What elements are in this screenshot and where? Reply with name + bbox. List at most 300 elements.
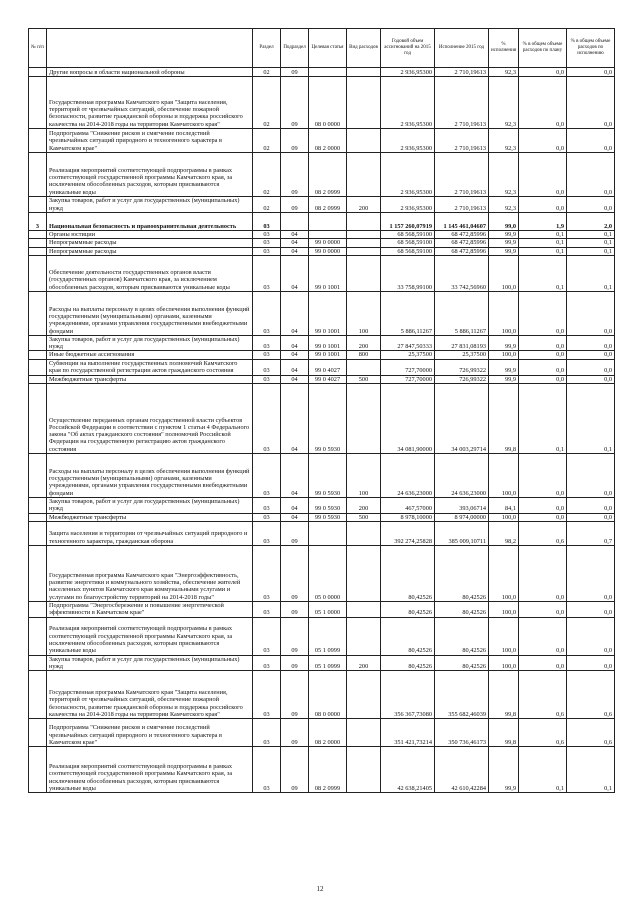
row-subsection: 04 bbox=[281, 375, 309, 383]
row-expense-type bbox=[347, 671, 381, 719]
row-share-fact: 0,6 bbox=[567, 671, 615, 719]
table-row bbox=[29, 617, 615, 655]
row-share-plan: 0,1 bbox=[519, 384, 567, 454]
row-subsection: 09 bbox=[281, 545, 309, 601]
row-share-fact: 0,7 bbox=[567, 521, 615, 545]
row-article: 99 0 0000 bbox=[309, 239, 347, 247]
table-header-row bbox=[29, 29, 615, 68]
row-section: 03 bbox=[253, 601, 281, 617]
row-plan: 27 847,50333 bbox=[381, 335, 435, 351]
table-row bbox=[29, 239, 615, 247]
row-percent: 100,0 bbox=[489, 255, 519, 291]
row-name: Реализация мероприятий соответствующей подпрограммы в рамках соответствующей государственной программы Камчатского края, за исключением обособленных расходов, которым присваиваются уникальные коды bbox=[47, 617, 253, 655]
row-name: Защита населения и территории от чрезвычайных ситуаций природного и техногенного характера, гражданская оборона bbox=[47, 521, 253, 545]
row-article: 05 1 0000 bbox=[309, 601, 347, 617]
row-percent: 100,0 bbox=[489, 454, 519, 498]
row-number bbox=[29, 521, 47, 545]
row-expense-type bbox=[347, 129, 381, 153]
row-name: Органы юстиции bbox=[47, 231, 253, 239]
budget-sheet bbox=[28, 28, 614, 793]
table-row bbox=[29, 747, 615, 793]
row-number bbox=[29, 359, 47, 375]
row-share-plan: 0,1 bbox=[519, 239, 567, 247]
row-share-plan: 0,1 bbox=[519, 231, 567, 239]
row-section: 03 bbox=[253, 513, 281, 521]
table-row bbox=[29, 351, 615, 359]
row-subsection: 09 bbox=[281, 129, 309, 153]
row-section: 03 bbox=[253, 545, 281, 601]
row-plan: 8 978,10000 bbox=[381, 513, 435, 521]
row-share-fact: 0,0 bbox=[567, 513, 615, 521]
row-subsection: 09 bbox=[281, 197, 309, 213]
row-number: 3 bbox=[29, 213, 47, 231]
row-share-plan: 0,0 bbox=[519, 153, 567, 197]
row-subsection: 09 bbox=[281, 617, 309, 655]
row-share-fact: 0,1 bbox=[567, 747, 615, 793]
row-section: 03 bbox=[253, 655, 281, 671]
table-row bbox=[29, 384, 615, 454]
row-number bbox=[29, 601, 47, 617]
row-share-plan: 0,0 bbox=[519, 513, 567, 521]
row-expense-type bbox=[347, 77, 381, 129]
table-row bbox=[29, 601, 615, 617]
row-expense-type bbox=[347, 617, 381, 655]
row-share-plan: 0,0 bbox=[519, 197, 567, 213]
row-share-plan: 0,6 bbox=[519, 521, 567, 545]
row-subsection: 04 bbox=[281, 231, 309, 239]
row-number bbox=[29, 129, 47, 153]
row-share-fact: 0,1 bbox=[567, 384, 615, 454]
row-name: Обеспечение деятельности государственных органов власти (государственных органов) Камчатского края, за исключением обособленных расходов, которым присваиваются уникальные коды bbox=[47, 255, 253, 291]
row-section: 03 bbox=[253, 521, 281, 545]
row-share-plan: 0,0 bbox=[519, 351, 567, 359]
row-share-fact: 0,1 bbox=[567, 255, 615, 291]
row-percent: 100,0 bbox=[489, 291, 519, 335]
row-fact: 5 886,11267 bbox=[435, 291, 489, 335]
table-row bbox=[29, 719, 615, 747]
row-plan: 68 568,59100 bbox=[381, 239, 435, 247]
row-plan: 1 157 260,07919 bbox=[381, 213, 435, 231]
row-share-fact: 0,0 bbox=[567, 454, 615, 498]
row-name: Расходы на выплаты персоналу в целях обеспечения выполнения функций государственными (муниципальными) органами, казенными учреждениями, органами управления государственными внебюджетными фондами bbox=[47, 291, 253, 335]
row-expense-type bbox=[347, 545, 381, 601]
row-share-plan: 0,0 bbox=[519, 545, 567, 601]
row-share-plan: 0,6 bbox=[519, 671, 567, 719]
row-section: 02 bbox=[253, 129, 281, 153]
row-fact: 24 636,23000 bbox=[435, 454, 489, 498]
row-plan: 392 274,25828 bbox=[381, 521, 435, 545]
row-percent: 100,0 bbox=[489, 601, 519, 617]
row-section: 03 bbox=[253, 375, 281, 383]
row-expense-type bbox=[347, 68, 381, 77]
table-row bbox=[29, 454, 615, 498]
row-plan: 5 886,11267 bbox=[381, 291, 435, 335]
row-number bbox=[29, 671, 47, 719]
row-article: 99 0 1001 bbox=[309, 291, 347, 335]
row-article bbox=[309, 521, 347, 545]
row-number bbox=[29, 719, 47, 747]
row-number bbox=[29, 655, 47, 671]
row-expense-type bbox=[347, 747, 381, 793]
row-section: 03 bbox=[253, 617, 281, 655]
header-percent: % исполнения bbox=[489, 29, 519, 68]
row-plan: 42 638,21405 bbox=[381, 747, 435, 793]
row-plan: 80,42526 bbox=[381, 601, 435, 617]
row-percent: 99,8 bbox=[489, 671, 519, 719]
row-percent: 99,9 bbox=[489, 335, 519, 351]
row-section: 03 bbox=[253, 247, 281, 255]
row-article: 99 0 1001 bbox=[309, 351, 347, 359]
row-name: Закупка товаров, работ и услуг для государственных (муниципальных) нужд bbox=[47, 498, 253, 514]
row-share-fact: 0,0 bbox=[567, 498, 615, 514]
table-row bbox=[29, 655, 615, 671]
row-fact: 25,37500 bbox=[435, 351, 489, 359]
row-number bbox=[29, 197, 47, 213]
row-fact: 2 710,19613 bbox=[435, 197, 489, 213]
row-name: Межбюджетные трансферты bbox=[47, 375, 253, 383]
row-share-plan: 0,0 bbox=[519, 359, 567, 375]
row-plan: 2 936,95300 bbox=[381, 77, 435, 129]
row-percent: 100,0 bbox=[489, 655, 519, 671]
row-subsection: 09 bbox=[281, 68, 309, 77]
row-number bbox=[29, 77, 47, 129]
row-name: Осуществление переданных органам государственной власти субъектов Российской Федерации в соответствии с пунктом 1 статьи 4 Федерального закона "Об актах гражданского состояния" полномочий Российской Федерации на государственную регистрацию актов гражданского состояния bbox=[47, 384, 253, 454]
row-article: 08 2 0000 bbox=[309, 129, 347, 153]
table-row bbox=[29, 359, 615, 375]
row-article: 99 0 1001 bbox=[309, 255, 347, 291]
row-section: 03 bbox=[253, 255, 281, 291]
row-share-plan: 0,0 bbox=[519, 498, 567, 514]
header-article: Целевая статья bbox=[309, 29, 347, 68]
row-number bbox=[29, 545, 47, 601]
row-plan: 2 936,95300 bbox=[381, 129, 435, 153]
row-number bbox=[29, 384, 47, 454]
row-number bbox=[29, 247, 47, 255]
row-subsection: 04 bbox=[281, 359, 309, 375]
row-fact: 27 831,08193 bbox=[435, 335, 489, 351]
row-percent: 100,0 bbox=[489, 617, 519, 655]
row-section: 03 bbox=[253, 359, 281, 375]
row-fact: 80,42526 bbox=[435, 545, 489, 601]
row-section: 02 bbox=[253, 153, 281, 197]
row-fact: 726,99322 bbox=[435, 359, 489, 375]
row-subsection: 04 bbox=[281, 247, 309, 255]
row-article: 99 0 5930 bbox=[309, 498, 347, 514]
row-name: Расходы на выплаты персоналу в целях обеспечения выполнения функций государственными (муниципальными) органами, казенными учреждениями, органами управления государственными внебюджетными фондами bbox=[47, 454, 253, 498]
row-fact: 68 472,85996 bbox=[435, 247, 489, 255]
row-subsection: 04 bbox=[281, 351, 309, 359]
row-expense-type: 500 bbox=[347, 513, 381, 521]
row-article: 08 2 0999 bbox=[309, 153, 347, 197]
row-name: Иные бюджетные ассигнования bbox=[47, 351, 253, 359]
row-fact: 2 710,19613 bbox=[435, 68, 489, 77]
row-section: 03 bbox=[253, 719, 281, 747]
row-fact: 68 472,85996 bbox=[435, 231, 489, 239]
row-percent: 100,0 bbox=[489, 351, 519, 359]
row-percent: 99,9 bbox=[489, 375, 519, 383]
row-share-fact: 0,0 bbox=[567, 351, 615, 359]
row-fact: 2 710,19613 bbox=[435, 77, 489, 129]
row-share-plan: 0,6 bbox=[519, 719, 567, 747]
row-subsection: 09 bbox=[281, 671, 309, 719]
row-name: Межбюджетные трансферты bbox=[47, 513, 253, 521]
row-expense-type bbox=[347, 213, 381, 231]
row-percent: 99,8 bbox=[489, 384, 519, 454]
row-plan: 24 636,23000 bbox=[381, 454, 435, 498]
row-expense-type bbox=[347, 231, 381, 239]
budget-table bbox=[28, 28, 615, 793]
row-expense-type bbox=[347, 239, 381, 247]
row-plan: 80,42526 bbox=[381, 617, 435, 655]
row-expense-type: 200 bbox=[347, 655, 381, 671]
page-number: 12 bbox=[316, 885, 324, 893]
row-article: 08 0 0000 bbox=[309, 671, 347, 719]
row-fact: 80,42526 bbox=[435, 617, 489, 655]
row-section: 03 bbox=[253, 384, 281, 454]
row-expense-type: 200 bbox=[347, 335, 381, 351]
row-number bbox=[29, 351, 47, 359]
table-row bbox=[29, 498, 615, 514]
row-share-fact: 0,0 bbox=[567, 291, 615, 335]
row-number bbox=[29, 454, 47, 498]
row-share-fact: 0,0 bbox=[567, 375, 615, 383]
table-row bbox=[29, 68, 615, 77]
row-subsection: 04 bbox=[281, 291, 309, 335]
table-body bbox=[29, 68, 615, 793]
row-section: 03 bbox=[253, 351, 281, 359]
row-number bbox=[29, 617, 47, 655]
row-share-plan: 0,0 bbox=[519, 291, 567, 335]
row-percent: 99,9 bbox=[489, 747, 519, 793]
row-percent: 92,3 bbox=[489, 153, 519, 197]
row-percent: 92,3 bbox=[489, 197, 519, 213]
table-row bbox=[29, 521, 615, 545]
row-share-fact: 0,0 bbox=[567, 545, 615, 601]
row-share-fact: 0,0 bbox=[567, 68, 615, 77]
row-section: 03 bbox=[253, 231, 281, 239]
row-subsection: 04 bbox=[281, 454, 309, 498]
row-name: Государственная программа Камчатского края "Защита населения, территорий от чрезвычайных ситуаций, обеспечение пожарной безопасности, развитие гражданской обороны и поддержка российского казачества на 2014-2018 годы на территории Камчатского края" bbox=[47, 77, 253, 129]
table-row bbox=[29, 513, 615, 521]
row-subsection: 04 bbox=[281, 513, 309, 521]
row-plan: 68 568,59100 bbox=[381, 231, 435, 239]
row-number bbox=[29, 231, 47, 239]
row-share-plan: 0,0 bbox=[519, 77, 567, 129]
header-subsection: Подраздел bbox=[281, 29, 309, 68]
row-percent: 99,9 bbox=[489, 247, 519, 255]
row-name: Государственная программа Камчатского края "Энергоэффективность, развитие энергетики и коммунального хозяйства, обеспечение жителей населенных пунктов Камчатского края коммунальными услугами и услугами по благоустройству территорий на 2014-2018 годы" bbox=[47, 545, 253, 601]
row-expense-type bbox=[347, 601, 381, 617]
row-fact: 1 145 461,04607 bbox=[435, 213, 489, 231]
table-row bbox=[29, 335, 615, 351]
row-article: 08 2 0999 bbox=[309, 747, 347, 793]
row-number bbox=[29, 255, 47, 291]
row-number bbox=[29, 239, 47, 247]
row-expense-type: 200 bbox=[347, 498, 381, 514]
row-section: 03 bbox=[253, 335, 281, 351]
row-subsection: 04 bbox=[281, 239, 309, 247]
row-subsection: 04 bbox=[281, 498, 309, 514]
row-percent: 99,9 bbox=[489, 239, 519, 247]
row-fact: 393,06714 bbox=[435, 498, 489, 514]
row-fact: 385 009,10711 bbox=[435, 521, 489, 545]
row-expense-type: 800 bbox=[347, 351, 381, 359]
row-name: Непрограммные расходы bbox=[47, 239, 253, 247]
row-share-fact: 0,0 bbox=[567, 153, 615, 197]
row-section: 02 bbox=[253, 68, 281, 77]
row-fact: 42 610,42284 bbox=[435, 747, 489, 793]
table-row bbox=[29, 231, 615, 239]
row-name: Субвенции на выполнение государственных полномочий Камчатского края по государственной регистрации актов гражданского состояния bbox=[47, 359, 253, 375]
row-name: Закупка товаров, работ и услуг для государственных (муниципальных) нужд bbox=[47, 655, 253, 671]
row-subsection: 09 bbox=[281, 153, 309, 197]
row-plan: 80,42526 bbox=[381, 545, 435, 601]
row-subsection: 09 bbox=[281, 601, 309, 617]
row-plan: 2 936,95300 bbox=[381, 197, 435, 213]
row-plan: 34 081,90000 bbox=[381, 384, 435, 454]
row-fact: 80,42526 bbox=[435, 601, 489, 617]
row-plan: 25,37500 bbox=[381, 351, 435, 359]
row-article: 05 1 0999 bbox=[309, 655, 347, 671]
row-article: 99 0 5930 bbox=[309, 454, 347, 498]
header-number: № п/п bbox=[29, 29, 47, 68]
row-article: 99 0 1001 bbox=[309, 335, 347, 351]
row-article bbox=[309, 231, 347, 239]
table-row bbox=[29, 77, 615, 129]
row-percent: 92,3 bbox=[489, 68, 519, 77]
row-subsection bbox=[281, 213, 309, 231]
row-fact: 33 742,56960 bbox=[435, 255, 489, 291]
row-section: 03 bbox=[253, 747, 281, 793]
row-share-plan: 0,1 bbox=[519, 747, 567, 793]
row-expense-type: 200 bbox=[347, 197, 381, 213]
header-expense-type: Вид расходов bbox=[347, 29, 381, 68]
row-number bbox=[29, 153, 47, 197]
row-percent: 99,0 bbox=[489, 213, 519, 231]
row-expense-type bbox=[347, 359, 381, 375]
row-name: Закупка товаров, работ и услуг для государственных (муниципальных) нужд bbox=[47, 335, 253, 351]
row-article bbox=[309, 213, 347, 231]
row-article: 08 2 0999 bbox=[309, 197, 347, 213]
row-subsection: 09 bbox=[281, 521, 309, 545]
row-section: 03 bbox=[253, 239, 281, 247]
row-expense-type bbox=[347, 255, 381, 291]
row-share-plan: 1,9 bbox=[519, 213, 567, 231]
row-share-fact: 0,0 bbox=[567, 601, 615, 617]
row-section: 03 bbox=[253, 498, 281, 514]
row-expense-type bbox=[347, 384, 381, 454]
table-row bbox=[29, 213, 615, 231]
row-share-fact: 0,6 bbox=[567, 719, 615, 747]
header-share-fact: % в общем объеме расходов по исполнению bbox=[567, 29, 615, 68]
row-article: 05 1 0999 bbox=[309, 617, 347, 655]
row-expense-type bbox=[347, 247, 381, 255]
row-share-plan: 0,0 bbox=[519, 655, 567, 671]
row-name: Реализация мероприятий соответствующей подпрограммы в рамках соответствующей государственной программы Камчатского края, за исключением обособленных расходов, которым присваиваются уникальные коды bbox=[47, 153, 253, 197]
row-name: Другие вопросы в области национальной обороны bbox=[47, 68, 253, 77]
row-fact: 726,99322 bbox=[435, 375, 489, 383]
row-share-fact: 0,0 bbox=[567, 129, 615, 153]
row-share-fact: 0,0 bbox=[567, 335, 615, 351]
row-expense-type: 500 bbox=[347, 375, 381, 383]
row-share-fact: 0,0 bbox=[567, 77, 615, 129]
row-name: Непрограммные расходы bbox=[47, 247, 253, 255]
table-row bbox=[29, 129, 615, 153]
row-fact: 355 682,46039 bbox=[435, 671, 489, 719]
row-fact: 34 003,29714 bbox=[435, 384, 489, 454]
row-share-plan: 0,0 bbox=[519, 68, 567, 77]
row-plan: 351 421,73214 bbox=[381, 719, 435, 747]
row-section: 03 bbox=[253, 454, 281, 498]
row-share-plan: 0,0 bbox=[519, 601, 567, 617]
row-subsection: 04 bbox=[281, 255, 309, 291]
row-section: 03 bbox=[253, 671, 281, 719]
row-percent: 100,0 bbox=[489, 513, 519, 521]
row-article: 99 0 4027 bbox=[309, 359, 347, 375]
table-row bbox=[29, 153, 615, 197]
row-percent: 98,2 bbox=[489, 521, 519, 545]
row-plan: 727,70000 bbox=[381, 375, 435, 383]
row-percent: 92,3 bbox=[489, 129, 519, 153]
row-plan: 2 936,95300 bbox=[381, 153, 435, 197]
row-fact: 68 472,85996 bbox=[435, 239, 489, 247]
row-subsection: 04 bbox=[281, 335, 309, 351]
row-plan: 467,57000 bbox=[381, 498, 435, 514]
row-fact: 80,42526 bbox=[435, 655, 489, 671]
table-row bbox=[29, 671, 615, 719]
row-number bbox=[29, 68, 47, 77]
row-share-fact: 0,0 bbox=[567, 197, 615, 213]
row-name: Закупка товаров, работ и услуг для государственных (муниципальных) нужд bbox=[47, 197, 253, 213]
row-expense-type: 100 bbox=[347, 291, 381, 335]
row-article: 99 0 5930 bbox=[309, 384, 347, 454]
table-row bbox=[29, 545, 615, 601]
row-section: 03 bbox=[253, 213, 281, 231]
row-number bbox=[29, 291, 47, 335]
row-article: 08 2 0000 bbox=[309, 719, 347, 747]
row-share-plan: 0,1 bbox=[519, 247, 567, 255]
header-section: Раздел bbox=[253, 29, 281, 68]
row-fact: 350 736,46173 bbox=[435, 719, 489, 747]
row-plan: 33 758,99100 bbox=[381, 255, 435, 291]
row-share-fact: 2,0 bbox=[567, 213, 615, 231]
row-article: 99 0 0000 bbox=[309, 247, 347, 255]
row-subsection: 09 bbox=[281, 655, 309, 671]
header-plan: Годовой объем ассигнований на 2015 год bbox=[381, 29, 435, 68]
row-percent: 99,9 bbox=[489, 231, 519, 239]
row-number bbox=[29, 335, 47, 351]
row-share-plan: 0,0 bbox=[519, 335, 567, 351]
row-share-plan: 0,1 bbox=[519, 255, 567, 291]
row-share-fact: 0,1 bbox=[567, 231, 615, 239]
row-percent: 99,8 bbox=[489, 719, 519, 747]
row-plan: 356 367,73080 bbox=[381, 671, 435, 719]
row-name: Национальная безопасность и правоохранительная деятельность bbox=[47, 213, 253, 231]
row-article: 05 0 0000 bbox=[309, 545, 347, 601]
row-number bbox=[29, 513, 47, 521]
table-row bbox=[29, 197, 615, 213]
row-percent: 100,0 bbox=[489, 545, 519, 601]
row-number bbox=[29, 747, 47, 793]
row-article: 08 0 0000 bbox=[309, 77, 347, 129]
row-expense-type bbox=[347, 521, 381, 545]
row-expense-type bbox=[347, 153, 381, 197]
row-subsection: 09 bbox=[281, 77, 309, 129]
header-fact: Исполнение 2015 год bbox=[435, 29, 489, 68]
row-article bbox=[309, 68, 347, 77]
row-section: 02 bbox=[253, 77, 281, 129]
row-share-fact: 0,1 bbox=[567, 247, 615, 255]
